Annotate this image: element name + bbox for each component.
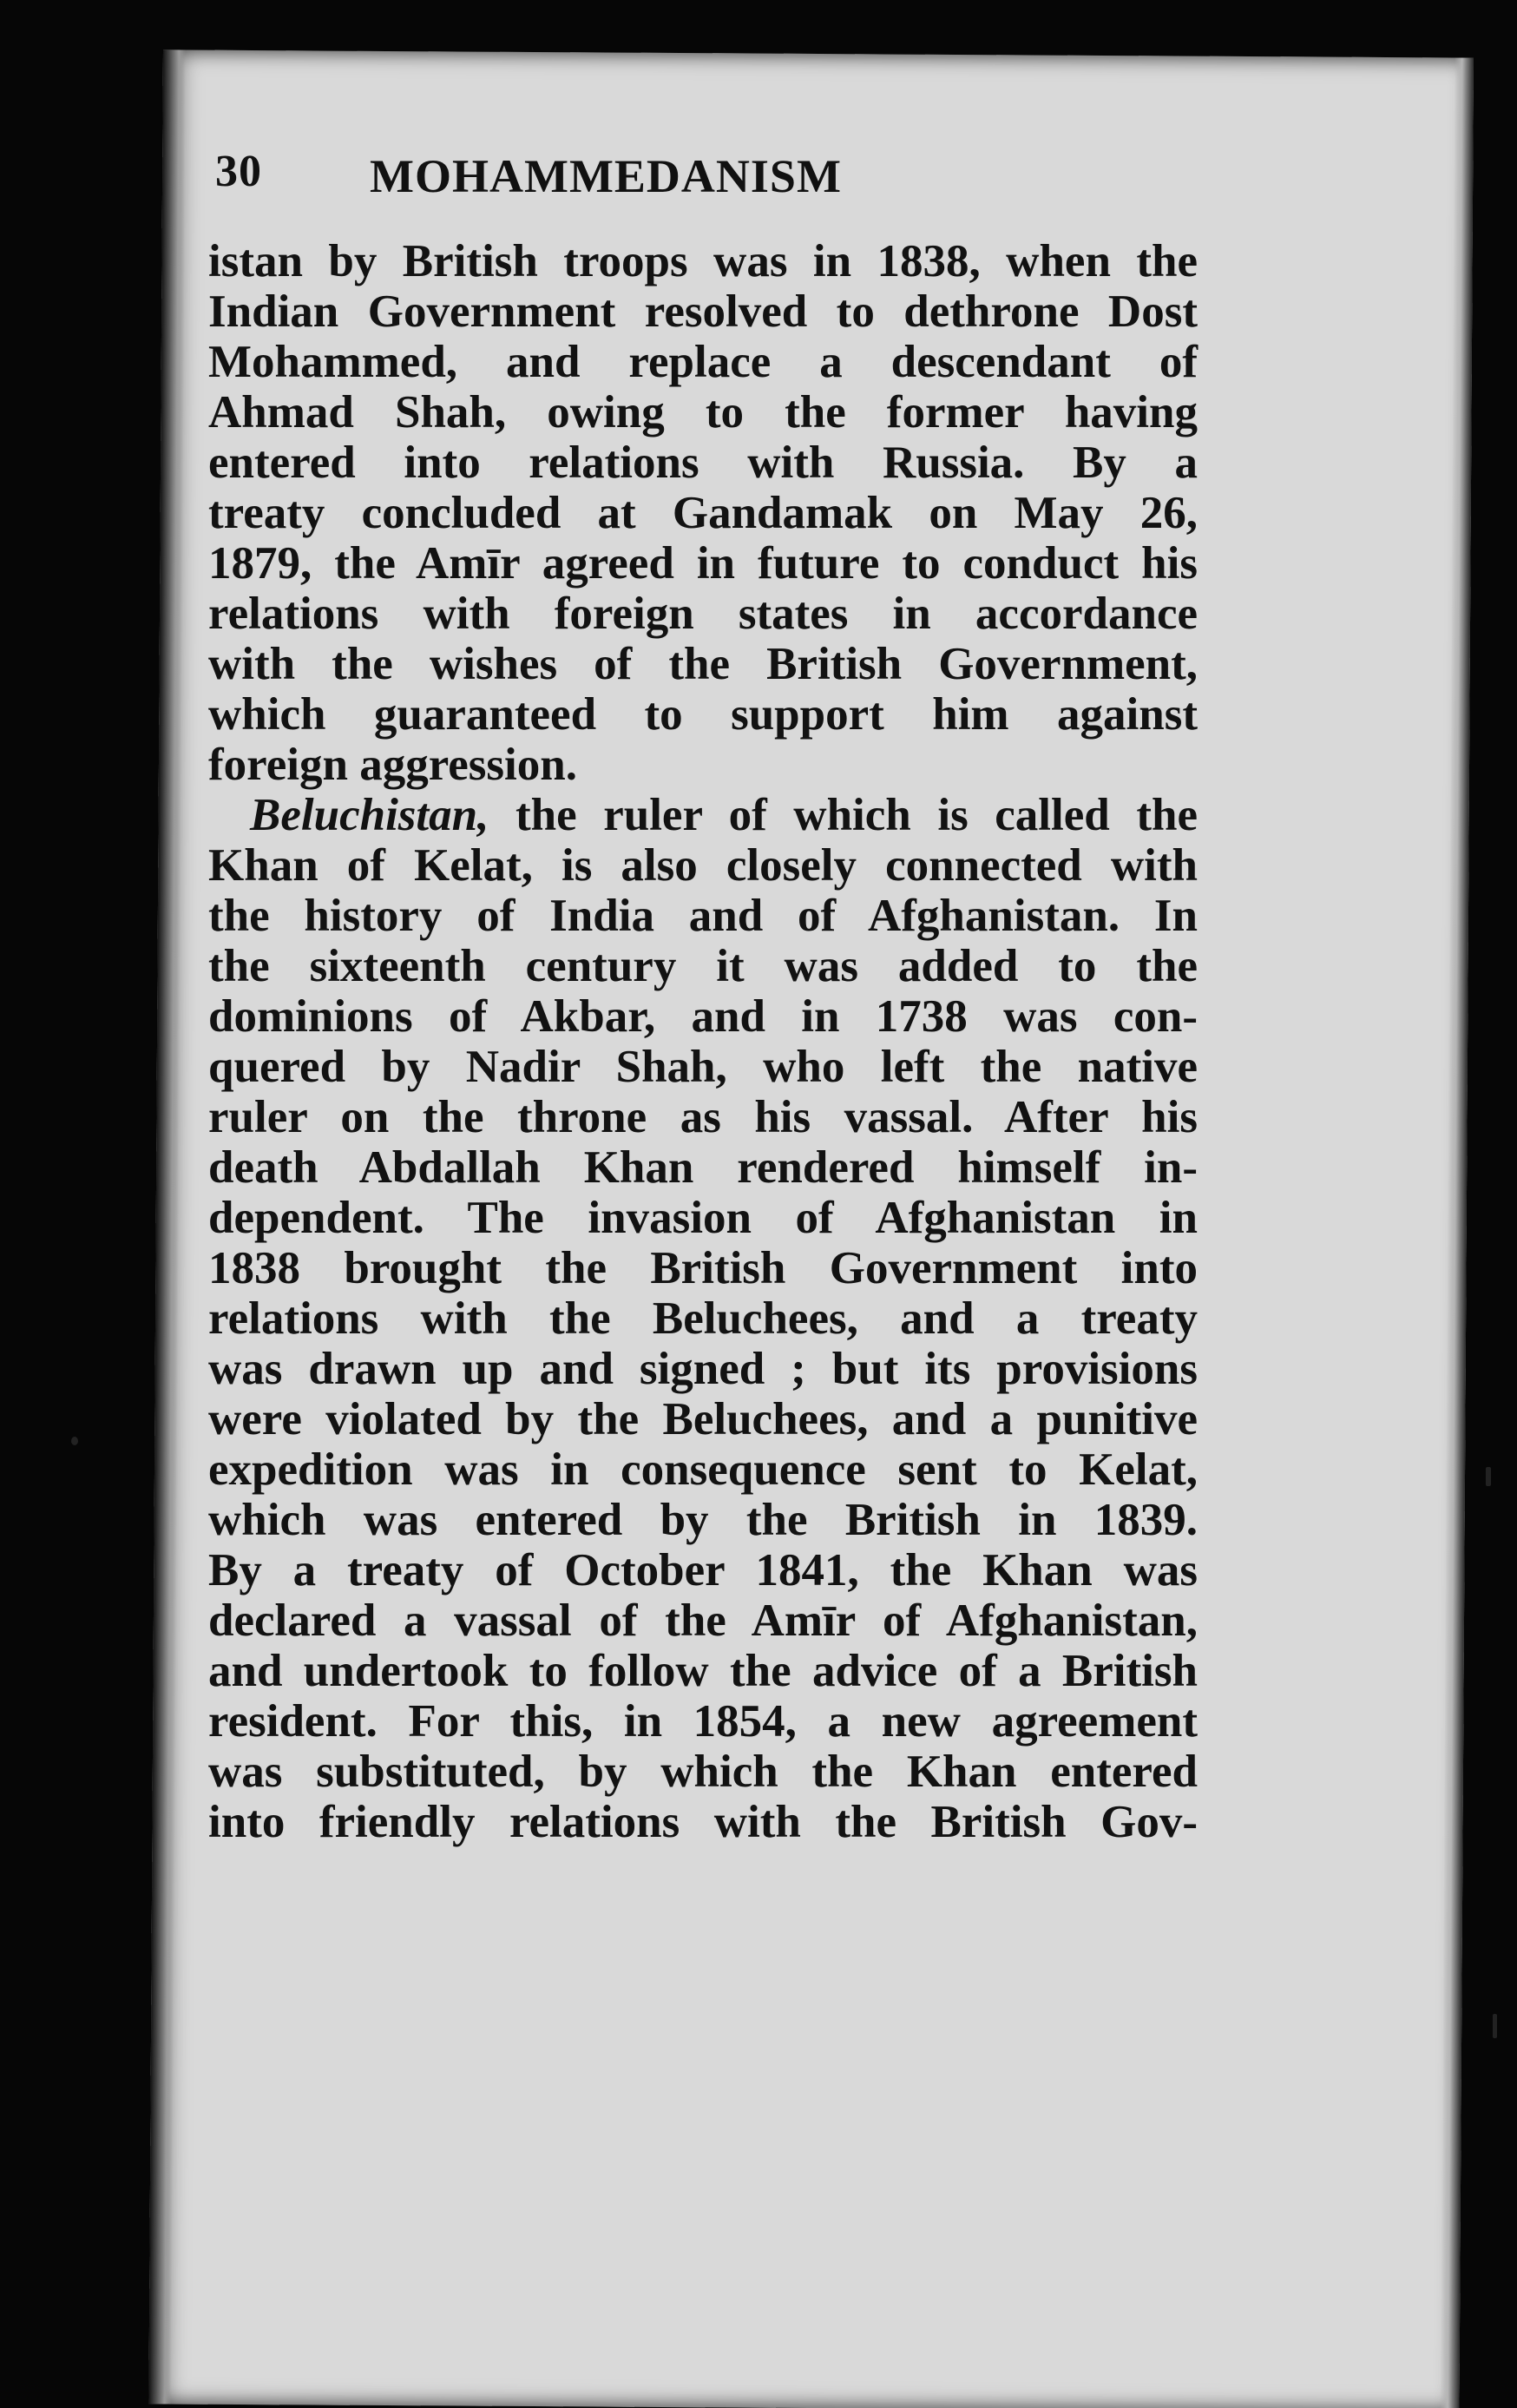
scan-speck xyxy=(71,1437,78,1445)
text-line: 1879, the Amīr agreed in future to conduct his xyxy=(208,538,1198,589)
text-line: was substituted, by which the Khan entered xyxy=(208,1747,1198,1797)
first-line-rest: the ruler of which is called the xyxy=(489,790,1198,840)
body-text xyxy=(208,236,1198,1847)
text-line: into friendly relations with the British Gov- xyxy=(208,1797,1198,1847)
text-line: which guaranteed to support him against xyxy=(208,689,1198,740)
page-number: 30 xyxy=(215,147,262,196)
text-line: istan by British troops was in 1838, when the xyxy=(208,236,1198,286)
text-line: dependent. The invasion of Afghanistan in xyxy=(208,1193,1198,1243)
text-line: resident. For this, in 1854, a new agreement xyxy=(208,1696,1198,1747)
paragraph-lead-italic: Beluchistan, xyxy=(250,790,489,840)
page-right-edge-shadow xyxy=(1440,57,1474,2408)
text-line: Khan of Kelat, is also closely connected with xyxy=(208,840,1198,891)
text-line: death Abdallah Khan rendered himself in- xyxy=(208,1142,1198,1193)
text-line: quered by Nadir Shah, who left the native xyxy=(208,1042,1198,1092)
text-line: ruler on the throne as his vassal. After his xyxy=(208,1092,1198,1142)
text-line: 1838 brought the British Government into xyxy=(208,1243,1198,1293)
paragraph-1 xyxy=(208,236,1198,790)
text-line: declared a vassal of the Amīr of Afghanistan, xyxy=(208,1595,1198,1646)
text-line: treaty concluded at Gandamak on May 26, xyxy=(208,488,1198,538)
text-line: with the wishes of the British Government, xyxy=(208,639,1198,689)
text-line: which was entered by the British in 1839. xyxy=(208,1495,1198,1545)
text-line: relations with foreign states in accordance xyxy=(208,589,1198,639)
text-line xyxy=(208,790,1198,840)
text-line: Mohammed, and replace a descendant of xyxy=(208,337,1198,387)
text-line: the history of India and of Afghanistan. In xyxy=(208,891,1198,941)
text-line: dominions of Akbar, and in 1738 was con- xyxy=(208,991,1198,1042)
running-head: MOHAMMEDANISM xyxy=(370,150,842,202)
text-line: were violated by the Beluchees, and a punitive xyxy=(208,1394,1198,1444)
text-line: foreign aggression. xyxy=(208,740,577,790)
text-line: relations with the Beluchees, and a treaty xyxy=(208,1293,1198,1344)
paragraph-2 xyxy=(208,790,1198,1847)
text-line: Indian Government resolved to dethrone Dost xyxy=(208,286,1198,337)
text-line: expedition was in consequence sent to Kelat, xyxy=(208,1444,1198,1495)
scan-speck xyxy=(1493,2014,1497,2038)
text-line: was drawn up and signed ; but its provisions xyxy=(208,1344,1198,1394)
text-line: and undertook to follow the advice of a British xyxy=(208,1646,1198,1696)
text-line: entered into relations with Russia. By a xyxy=(208,438,1198,488)
page-header xyxy=(215,146,1153,224)
text-line: Ahmad Shah, owing to the former having xyxy=(208,387,1198,438)
text-line: By a treaty of October 1841, the Khan was xyxy=(208,1545,1198,1595)
page-left-edge-shadow xyxy=(148,49,186,2404)
text-line: the sixteenth century it was added to the xyxy=(208,941,1198,991)
scan-speck xyxy=(1486,1467,1491,1486)
